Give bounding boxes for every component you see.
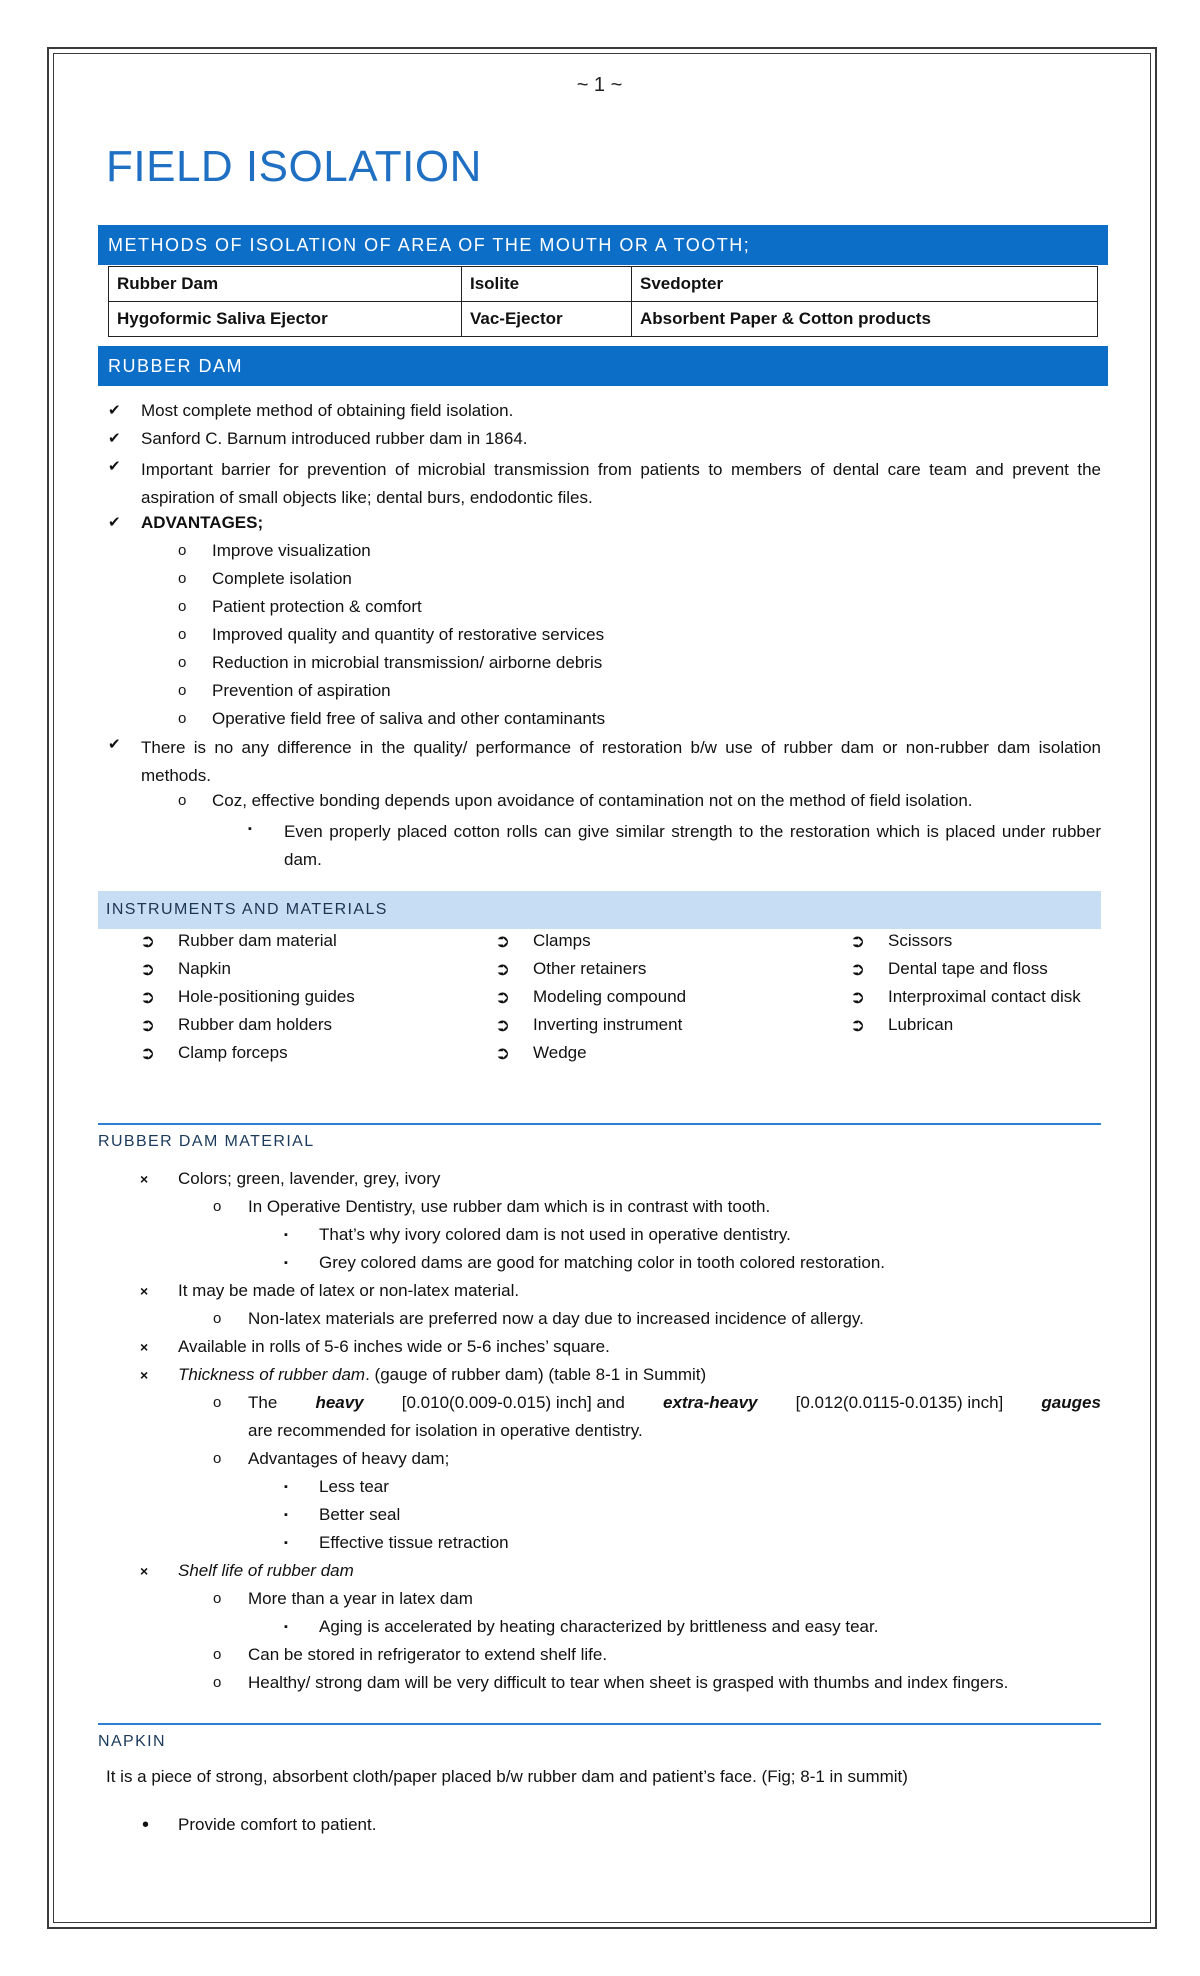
list-item: Other retainers xyxy=(533,959,647,978)
instruments-heading: INSTRUMENTS AND MATERIALS xyxy=(106,901,388,918)
square-bullet-icon: ▪ xyxy=(284,1481,288,1493)
gauges-text: The xyxy=(248,1393,278,1412)
methods-heading: METHODS OF ISOLATION OF AREA OF THE MOUTH OR A TOOTH; xyxy=(108,235,751,255)
list-item: Improve visualization xyxy=(212,541,371,560)
square-bullet-icon: ▪ xyxy=(284,1621,288,1633)
gauges-text: [0.010(0.009-0.015) inch] and xyxy=(401,1393,625,1412)
extra-heavy-term: extra-heavy xyxy=(662,1393,758,1412)
check-bullet-icon: ✔ xyxy=(108,458,121,475)
list-item: Most complete method of obtaining field isolation. xyxy=(141,401,514,420)
square-bullet-icon: ▪ xyxy=(284,1537,288,1549)
gauges-line-end: are recommended for isolation in operative dentistry. xyxy=(248,1421,643,1440)
list-item: Effective tissue retraction xyxy=(319,1533,509,1552)
napkin-text: It is a piece of strong, absorbent cloth/paper placed b/w rubber dam and patient’s face. (Fig; 8-1 in summit) xyxy=(106,1767,908,1786)
thickness-label: Thickness of rubber dam xyxy=(178,1365,366,1384)
arrow-bullet-icon: ➲ xyxy=(140,931,156,951)
list-item: Reduction in microbial transmission/ airborne debris xyxy=(212,653,603,672)
list-item: Colors; green, lavender, grey, ivory xyxy=(178,1169,441,1188)
circle-bullet-icon: o xyxy=(178,626,187,643)
rubber-dam-heading-band xyxy=(98,346,1108,386)
list-item: Coz, effective bonding depends upon avoidance of contamination not on the method of field isolation. xyxy=(212,791,973,810)
arrow-bullet-icon: ➲ xyxy=(140,1015,156,1035)
circle-bullet-icon: o xyxy=(178,792,187,809)
methods-table xyxy=(108,266,1098,337)
list-item: Clamp forceps xyxy=(178,1043,288,1062)
arrow-bullet-icon: ➲ xyxy=(140,987,156,1007)
instruments-heading-band xyxy=(98,891,1101,929)
list-item: Can be stored in refrigerator to extend shelf life. xyxy=(248,1645,608,1664)
square-bullet-icon: ▪ xyxy=(284,1229,288,1241)
gauges-text: [0.012(0.0115-0.0135) inch] xyxy=(795,1393,1004,1412)
circle-bullet-icon: o xyxy=(178,682,187,699)
list-item: Advantages of heavy dam; xyxy=(248,1449,450,1468)
list-item: Dental tape and floss xyxy=(888,959,1048,978)
arrow-bullet-icon: ➲ xyxy=(140,959,156,979)
rubber-dam-material-heading: RUBBER DAM MATERIAL xyxy=(98,1133,315,1150)
list-item: Scissors xyxy=(888,931,953,950)
list-item: Healthy/ strong dam will be very difficult to tear when sheet is grasped with thumbs and index fingers. xyxy=(248,1673,1009,1692)
list-item: Patient protection & comfort xyxy=(212,597,422,616)
table-row xyxy=(109,267,1098,302)
table-cell: Absorbent Paper & Cotton products xyxy=(632,302,1098,337)
cross-bullet-icon: × xyxy=(140,1563,149,1579)
methods-heading-band xyxy=(98,225,1108,265)
arrow-bullet-icon: ➲ xyxy=(140,1043,156,1063)
list-item: Rubber dam material xyxy=(178,931,337,950)
list-item: Sanford C. Barnum introduced rubber dam in 1864. xyxy=(141,429,528,448)
list-item: Hole-positioning guides xyxy=(178,987,355,1006)
list-item: Available in rolls of 5-6 inches wide or 5-6 inches’ square. xyxy=(178,1337,610,1356)
rubber-dam-material-heading-block xyxy=(98,1123,1101,1151)
circle-bullet-icon: o xyxy=(213,1394,222,1411)
square-bullet-icon: ▪ xyxy=(284,1257,288,1269)
circle-bullet-icon: o xyxy=(213,1450,222,1467)
circle-bullet-icon: o xyxy=(213,1198,222,1215)
arrow-bullet-icon: ➲ xyxy=(850,1015,866,1035)
heavy-term: heavy xyxy=(315,1393,364,1412)
circle-bullet-icon: o xyxy=(178,570,187,587)
list-item: Clamps xyxy=(533,931,591,950)
arrow-bullet-icon: ➲ xyxy=(850,987,866,1007)
thickness-rest: . (gauge of rubber dam) (table 8-1 in Summit) xyxy=(365,1365,707,1384)
list-item: Non-latex materials are preferred now a day due to increased incidence of allergy. xyxy=(248,1309,864,1328)
rubber-dam-heading: RUBBER DAM xyxy=(108,356,244,376)
circle-bullet-icon: o xyxy=(178,710,187,727)
list-item: Aging is accelerated by heating characterized by brittleness and easy tear. xyxy=(319,1617,879,1636)
arrow-bullet-icon: ➲ xyxy=(850,959,866,979)
table-cell: Rubber Dam xyxy=(109,267,462,302)
napkin-heading-block xyxy=(98,1723,1101,1751)
list-item: Even properly placed cotton rolls can give similar strength to the restoration which is placed under rubber dam. xyxy=(284,822,1101,869)
circle-bullet-icon: o xyxy=(213,1590,222,1607)
list-item: Shelf life of rubber dam xyxy=(178,1561,354,1580)
gauges-term: gauges xyxy=(1041,1393,1101,1412)
list-item: Operative field free of saliva and other contaminants xyxy=(212,709,606,728)
list-item: Interproximal contact disk xyxy=(888,987,1081,1006)
list-item: Lubrican xyxy=(888,1015,954,1034)
circle-bullet-icon: o xyxy=(178,598,187,615)
page-number: ~ 1 ~ xyxy=(576,74,623,96)
gauges-line xyxy=(248,1392,1101,1414)
square-bullet-icon: ▪ xyxy=(248,823,252,835)
circle-bullet-icon: o xyxy=(213,1646,222,1663)
cross-bullet-icon: × xyxy=(140,1339,149,1355)
cross-bullet-icon: × xyxy=(140,1171,149,1187)
square-bullet-icon: ▪ xyxy=(284,1509,288,1521)
list-item: Modeling compound xyxy=(533,987,687,1006)
list-item: Important barrier for prevention of microbial transmission from patients to members of dental care team and prevent the aspiration of small objects like; dental burs, endodontic files. xyxy=(141,460,1101,507)
list-item: It may be made of latex or non-latex material. xyxy=(178,1281,520,1300)
table-cell: Svedopter xyxy=(632,267,1098,302)
list-item: Wedge xyxy=(533,1043,587,1062)
dot-bullet-icon: • xyxy=(142,1814,150,1836)
list-item: In Operative Dentistry, use rubber dam which is in contrast with tooth. xyxy=(248,1197,771,1216)
list-item: Grey colored dams are good for matching color in tooth colored restoration. xyxy=(319,1253,886,1272)
check-bullet-icon: ✔ xyxy=(108,402,121,419)
check-bullet-icon: ✔ xyxy=(108,736,121,753)
cross-bullet-icon: × xyxy=(140,1283,149,1299)
table-row xyxy=(109,302,1098,337)
napkin-heading: NAPKIN xyxy=(98,1733,166,1750)
list-item: Better seal xyxy=(319,1505,401,1524)
list-item: There is no any difference in the quality/ performance of restoration b/w use of rubber dam or non-rubber dam isolation methods. xyxy=(141,738,1101,785)
check-bullet-icon: ✔ xyxy=(108,514,121,531)
arrow-bullet-icon: ➲ xyxy=(495,1015,511,1035)
list-item: Napkin xyxy=(178,959,231,978)
arrow-bullet-icon: ➲ xyxy=(495,959,511,979)
table-cell: Isolite xyxy=(462,267,632,302)
arrow-bullet-icon: ➲ xyxy=(495,1043,511,1063)
list-item: Provide comfort to patient. xyxy=(178,1815,377,1834)
cross-bullet-icon: × xyxy=(140,1367,149,1383)
list-item xyxy=(178,1364,706,1386)
table-cell: Hygoformic Saliva Ejector xyxy=(109,302,462,337)
arrow-bullet-icon: ➲ xyxy=(850,931,866,951)
document-title: FIELD ISOLATION xyxy=(106,142,482,191)
list-item: Inverting instrument xyxy=(533,1015,683,1034)
table-cell: Vac-Ejector xyxy=(462,302,632,337)
circle-bullet-icon: o xyxy=(178,654,187,671)
advantages-label: ADVANTAGES; xyxy=(141,513,264,532)
arrow-bullet-icon: ➲ xyxy=(495,987,511,1007)
list-item: Prevention of aspiration xyxy=(212,681,391,700)
list-item: That’s why ivory colored dam is not used in operative dentistry. xyxy=(319,1225,791,1244)
circle-bullet-icon: o xyxy=(213,1310,222,1327)
list-item: Improved quality and quantity of restorative services xyxy=(212,625,605,644)
circle-bullet-icon: o xyxy=(178,542,187,559)
check-bullet-icon: ✔ xyxy=(108,430,121,447)
arrow-bullet-icon: ➲ xyxy=(495,931,511,951)
list-item: Rubber dam holders xyxy=(178,1015,333,1034)
list-item: Complete isolation xyxy=(212,569,352,588)
list-item: More than a year in latex dam xyxy=(248,1589,473,1608)
list-item: Less tear xyxy=(319,1477,389,1496)
circle-bullet-icon: o xyxy=(213,1674,222,1691)
